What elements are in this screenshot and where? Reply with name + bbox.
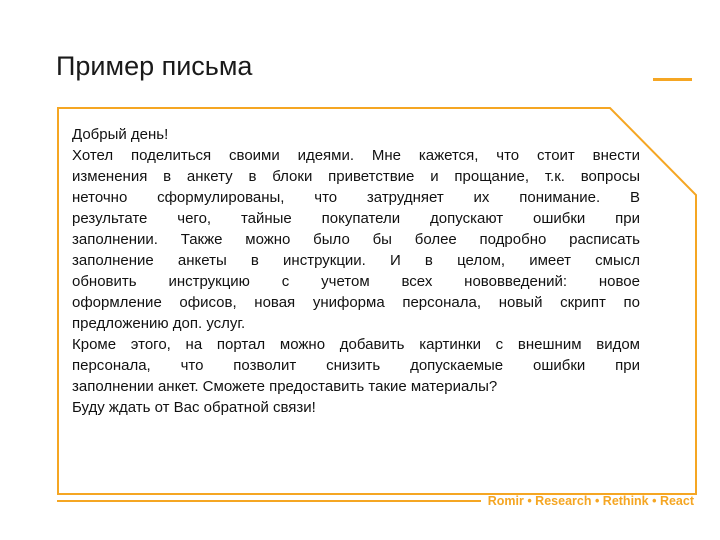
letter-line: Добрый день! [72, 126, 169, 143]
brand-tagline: Romir • Research • Rethink • React [487, 494, 694, 508]
title-accent-bar [653, 78, 692, 81]
letter-line: оформление офисов, новая униформа персонала, новый скрипт по [72, 294, 640, 311]
letter-line: неточно сформулированы, что затрудняет их понимание. В [72, 189, 640, 206]
letter-line: заполнении анкет. Сможете предоставить такие материалы? [72, 378, 498, 395]
letter-line: заполнение анкеты в инструкции. И в целом, имеет смысл [72, 252, 640, 269]
letter-line: Кроме этого, на портал можно добавить картинки с внешним видом [72, 336, 640, 353]
letter-body [72, 124, 640, 418]
letter-line: персонала, что позволит снизить допускаемые ошибки при [72, 357, 640, 374]
page-title: Пример письма [56, 51, 253, 81]
letter-line: изменения в анкету в блоки приветствие и прощание, т.к. вопросы [72, 168, 640, 185]
letter-line: Буду ждать от Вас обратной связи! [72, 399, 316, 416]
letter-line: заполнении. Также можно было бы более подробно расписать [72, 231, 640, 248]
letter-line: результате чего, тайные покупатели допускают ошибки при [72, 210, 640, 227]
letter-line: обновить инструкцию с учетом всех нововведений: новое [72, 273, 640, 290]
footer-divider [57, 500, 481, 502]
letter-line: предложению доп. услуг. [72, 315, 246, 332]
letter-line: Хотел поделиться своими идеями. Мне кажется, что стоит внести [72, 147, 640, 164]
